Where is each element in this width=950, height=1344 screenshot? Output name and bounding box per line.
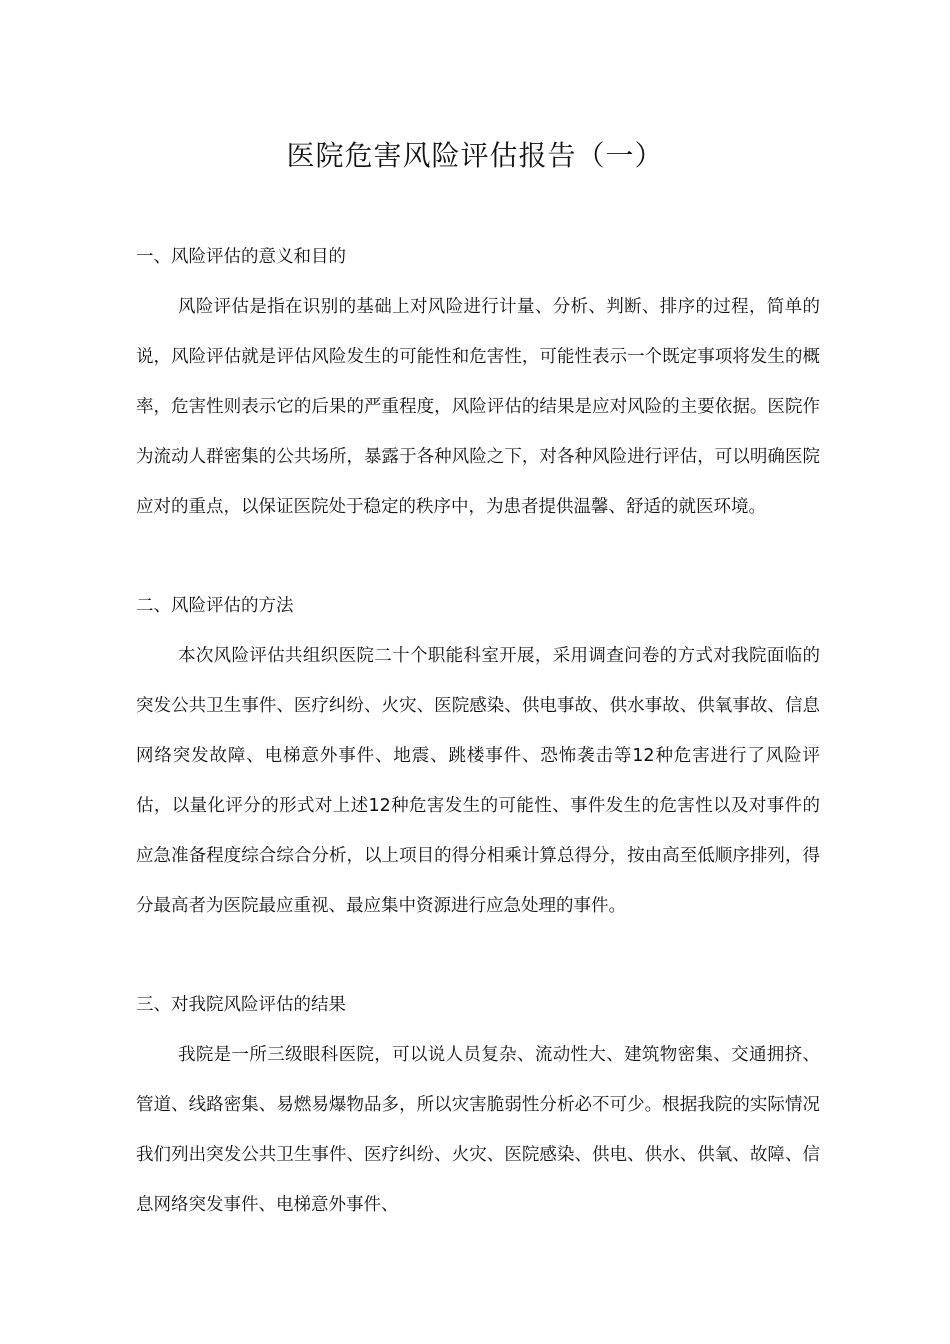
- section-heading-3: 三、对我院风险评估的结果: [136, 995, 346, 1015]
- section-paragraph-1: 风险评估是指在识别的基础上对风险进行计量、分析、判断、排序的过程，简单的说，风险评估就是评估风险发生的可能性和危害性，可能性表示一个既定事项将发生的概率，危害性则表示它的后果的严重程度，风险评估的结果是应对风险的主要依据。医院作为流动人群密集的公共场所，暴露于各种风险之下，对各种风险进行评估，可以明确医院应对的重点，以保证医院处于稳定的秩序中，为患者提供温馨、舒适的就医环境。: [136, 297, 820, 517]
- section-heading-1: 一、风险评估的意义和目的: [136, 247, 346, 267]
- document-title: 医院危害风险评估报告（一）: [286, 139, 664, 172]
- section-paragraph-3: 我院是一所三级眼科医院，可以说人员复杂、流动性大、建筑物密集、交通拥挤、管道、线路密集、易燃易爆物品多，所以灾害脆弱性分析必不可少。根据我院的实际情况我们列出突发公共卫生事件、医疗纠纷、火灾、医院感染、供电、供水、供氧、故障、信息网络突发事件、电梯意外事件、: [136, 1045, 820, 1215]
- section-paragraph-2: 本次风险评估共组织医院二十个职能科室开展，采用调查问卷的方式对我院面临的突发公共卫生事件、医疗纠纷、火灾、医院感染、供电事故、供水事故、供氧事故、信息网络突发故障、电梯意外事件、地震、跳楼事件、恐怖袭击等12种危害进行了风险评估，以量化评分的形式对上述12种危害发生的可能性、事件发生的危害性以及对事件的应急准备程度综合综合分析，以上项目的得分相乘计算总得分，按由高至低顺序排列，得分最高者为医院最应重视、最应集中资源进行应急处理的事件。: [136, 646, 820, 916]
- section-heading-2: 二、风险评估的方法: [136, 596, 294, 616]
